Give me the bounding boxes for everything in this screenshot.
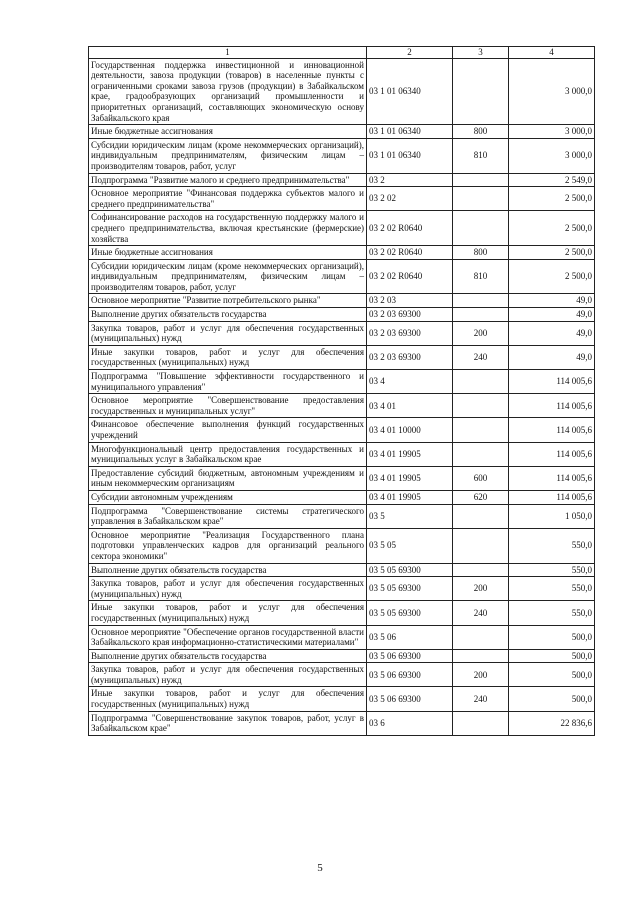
- row-expense-type-cell: 240: [453, 601, 509, 625]
- row-code-cell: 03 2: [367, 173, 453, 187]
- row-amount-cell: 3 000,0: [509, 125, 595, 139]
- row-name-cell: Подпрограмма "Совершенствование закупок товаров, работ, услуг в Забайкальском крае": [89, 711, 367, 735]
- row-expense-type-cell: 240: [453, 687, 509, 711]
- row-name-cell: Многофункциональный центр предоставления государственных и муниципальных услуг в Забайкальском крае: [89, 442, 367, 466]
- row-expense-type-cell: [453, 442, 509, 466]
- table-row: [89, 442, 595, 466]
- row-name-cell: Субсидии автономным учреждениям: [89, 490, 367, 504]
- row-amount-cell: 49,0: [509, 294, 595, 308]
- row-amount-cell: 550,0: [509, 601, 595, 625]
- row-amount-cell: 500,0: [509, 663, 595, 687]
- row-amount-cell: 3 000,0: [509, 58, 595, 125]
- row-amount-cell: 114 005,6: [509, 442, 595, 466]
- row-code-cell: 03 4 01 10000: [367, 418, 453, 442]
- table-row: [89, 345, 595, 369]
- row-name-cell: Основное мероприятие "Совершенствование предоставления государственных и муниципальных услуг": [89, 394, 367, 418]
- row-name-cell: Иные закупки товаров, работ и услуг для обеспечения государственных (муниципальных) нужд: [89, 601, 367, 625]
- row-expense-type-cell: 200: [453, 577, 509, 601]
- row-code-cell: 03 5 06 69300: [367, 649, 453, 663]
- row-code-cell: 03 4 01 19905: [367, 442, 453, 466]
- row-name-cell: Подпрограмма "Развитие малого и среднего предпринимательства": [89, 173, 367, 187]
- row-code-cell: 03 2 02 R0640: [367, 259, 453, 294]
- row-amount-cell: 2 500,0: [509, 246, 595, 260]
- row-name-cell: Закупка товаров, работ и услуг для обеспечения государственных (муниципальных) нужд: [89, 663, 367, 687]
- row-code-cell: 03 2 03 69300: [367, 321, 453, 345]
- row-code-cell: 03 1 01 06340: [367, 138, 453, 173]
- row-amount-cell: 550,0: [509, 528, 595, 563]
- row-name-cell: Выполнение других обязательств государства: [89, 649, 367, 663]
- row-code-cell: 03 5 06 69300: [367, 663, 453, 687]
- row-code-cell: 03 2 03 69300: [367, 308, 453, 322]
- row-code-cell: 03 5 06: [367, 625, 453, 649]
- row-expense-type-cell: 600: [453, 466, 509, 490]
- row-expense-type-cell: [453, 370, 509, 394]
- row-expense-type-cell: 810: [453, 138, 509, 173]
- table-row: [89, 259, 595, 294]
- row-code-cell: 03 2 03 69300: [367, 345, 453, 369]
- row-code-cell: 03 1 01 06340: [367, 125, 453, 139]
- row-amount-cell: 114 005,6: [509, 490, 595, 504]
- row-name-cell: Основное мероприятие "Развитие потребительского рынка": [89, 294, 367, 308]
- row-amount-cell: 114 005,6: [509, 418, 595, 442]
- table-row: [89, 173, 595, 187]
- row-amount-cell: 2 500,0: [509, 259, 595, 294]
- row-name-cell: Закупка товаров, работ и услуг для обеспечения государственных (муниципальных) нужд: [89, 321, 367, 345]
- row-amount-cell: 500,0: [509, 625, 595, 649]
- row-amount-cell: 114 005,6: [509, 466, 595, 490]
- row-name-cell: Выполнение других обязательств государства: [89, 563, 367, 577]
- row-expense-type-cell: [453, 625, 509, 649]
- row-amount-cell: 550,0: [509, 577, 595, 601]
- table-row: [89, 504, 595, 528]
- table-row: [89, 466, 595, 490]
- header-cell: 4: [509, 47, 595, 59]
- row-amount-cell: 2 500,0: [509, 187, 595, 211]
- table-row: [89, 601, 595, 625]
- row-expense-type-cell: [453, 58, 509, 125]
- row-amount-cell: 22 836,6: [509, 711, 595, 735]
- table-row: [89, 187, 595, 211]
- row-name-cell: Основное мероприятие "Реализация Государственного плана подготовки управленческих кадров для организаций реального сектора экономики": [89, 528, 367, 563]
- table-row: [89, 649, 595, 663]
- row-code-cell: 03 6: [367, 711, 453, 735]
- row-code-cell: 03 2 02 R0640: [367, 211, 453, 246]
- row-amount-cell: 500,0: [509, 649, 595, 663]
- row-name-cell: Основное мероприятие "Обеспечение органов государственной власти Забайкальского края информационно-статистическими материалами": [89, 625, 367, 649]
- row-code-cell: 03 5 05: [367, 528, 453, 563]
- row-amount-cell: 49,0: [509, 321, 595, 345]
- table-row: [89, 663, 595, 687]
- row-amount-cell: 114 005,6: [509, 394, 595, 418]
- row-expense-type-cell: [453, 294, 509, 308]
- table-row: [89, 370, 595, 394]
- table-row: [89, 528, 595, 563]
- row-expense-type-cell: [453, 211, 509, 246]
- budget-table: [88, 46, 595, 736]
- row-name-cell: Иные бюджетные ассигнования: [89, 125, 367, 139]
- table-row: [89, 711, 595, 735]
- table-row: [89, 211, 595, 246]
- row-code-cell: 03 4 01 19905: [367, 490, 453, 504]
- row-expense-type-cell: 620: [453, 490, 509, 504]
- table-row: [89, 58, 595, 125]
- row-amount-cell: 500,0: [509, 687, 595, 711]
- row-name-cell: Предоставление субсидий бюджетным, автономным учреждениям и иным некоммерческим организациям: [89, 466, 367, 490]
- row-expense-type-cell: 200: [453, 663, 509, 687]
- budget-table-page: [88, 46, 594, 736]
- table-row: [89, 418, 595, 442]
- table-row: [89, 246, 595, 260]
- row-name-cell: Государственная поддержка инвестиционной и инновационной деятельности, завоза продукции (товаров) в населенные пункты с ограниченными сроками завоза грузов (продукции) в Забайкальском крае, градообразующих организаций промышленности и приоритетных организаций, составляющих экономическую основу Забайкальского края: [89, 58, 367, 125]
- row-name-cell: Софинансирование расходов на государственную поддержку малого и среднего предпринимательства, включая крестьянские (фермерские) хозяйства: [89, 211, 367, 246]
- table-row: [89, 625, 595, 649]
- row-expense-type-cell: [453, 308, 509, 322]
- row-expense-type-cell: [453, 504, 509, 528]
- header-cell: 3: [453, 47, 509, 59]
- row-amount-cell: 2 500,0: [509, 211, 595, 246]
- row-name-cell: Субсидии юридическим лицам (кроме некоммерческих организаций), индивидуальным предпринимателям, физическим лицам – производителям товаров, работ, услуг: [89, 138, 367, 173]
- row-expense-type-cell: 800: [453, 125, 509, 139]
- row-expense-type-cell: 240: [453, 345, 509, 369]
- row-amount-cell: 1 050,0: [509, 504, 595, 528]
- row-name-cell: Подпрограмма "Совершенствование системы стратегического управления в Забайкальском крае": [89, 504, 367, 528]
- table-row: [89, 125, 595, 139]
- table-row: [89, 308, 595, 322]
- row-expense-type-cell: [453, 394, 509, 418]
- header-cell: 2: [367, 47, 453, 59]
- table-row: [89, 687, 595, 711]
- table-row: [89, 294, 595, 308]
- row-amount-cell: 550,0: [509, 563, 595, 577]
- row-code-cell: 03 1 01 06340: [367, 58, 453, 125]
- row-amount-cell: 3 000,0: [509, 138, 595, 173]
- row-expense-type-cell: [453, 187, 509, 211]
- row-code-cell: 03 5 05 69300: [367, 563, 453, 577]
- row-name-cell: Основное мероприятие "Финансовая поддержка субъектов малого и среднего предпринимательства": [89, 187, 367, 211]
- row-expense-type-cell: [453, 649, 509, 663]
- row-code-cell: 03 2 02: [367, 187, 453, 211]
- row-name-cell: Иные закупки товаров, работ и услуг для обеспечения государственных (муниципальных) нужд: [89, 687, 367, 711]
- row-code-cell: 03 2 03: [367, 294, 453, 308]
- table-row: [89, 563, 595, 577]
- row-amount-cell: 49,0: [509, 345, 595, 369]
- row-expense-type-cell: 810: [453, 259, 509, 294]
- row-amount-cell: 2 549,0: [509, 173, 595, 187]
- table-row: [89, 490, 595, 504]
- row-expense-type-cell: [453, 711, 509, 735]
- table-row: [89, 394, 595, 418]
- row-code-cell: 03 4 01 19905: [367, 466, 453, 490]
- row-name-cell: Закупка товаров, работ и услуг для обеспечения государственных (муниципальных) нужд: [89, 577, 367, 601]
- row-name-cell: Иные закупки товаров, работ и услуг для обеспечения государственных (муниципальных) нужд: [89, 345, 367, 369]
- row-code-cell: 03 2 02 R0640: [367, 246, 453, 260]
- row-expense-type-cell: 800: [453, 246, 509, 260]
- row-code-cell: 03 5 05 69300: [367, 577, 453, 601]
- row-expense-type-cell: [453, 418, 509, 442]
- row-name-cell: Иные бюджетные ассигнования: [89, 246, 367, 260]
- row-expense-type-cell: [453, 528, 509, 563]
- row-name-cell: Субсидии юридическим лицам (кроме некоммерческих организаций), индивидуальным предпринимателям, физическим лицам – производителям товаров, работ, услуг: [89, 259, 367, 294]
- table-header-row: [89, 47, 595, 59]
- row-code-cell: 03 5 05 69300: [367, 601, 453, 625]
- row-code-cell: 03 4: [367, 370, 453, 394]
- row-code-cell: 03 5 06 69300: [367, 687, 453, 711]
- row-name-cell: Подпрограмма "Повышение эффективности государственного и муниципального управления": [89, 370, 367, 394]
- page-number: 5: [317, 862, 323, 874]
- row-code-cell: 03 4 01: [367, 394, 453, 418]
- row-expense-type-cell: [453, 173, 509, 187]
- header-cell: 1: [89, 47, 367, 59]
- row-code-cell: 03 5: [367, 504, 453, 528]
- row-name-cell: Выполнение других обязательств государства: [89, 308, 367, 322]
- row-amount-cell: 114 005,6: [509, 370, 595, 394]
- row-amount-cell: 49,0: [509, 308, 595, 322]
- table-row: [89, 577, 595, 601]
- table-row: [89, 321, 595, 345]
- row-expense-type-cell: 200: [453, 321, 509, 345]
- table-row: [89, 138, 595, 173]
- row-expense-type-cell: [453, 563, 509, 577]
- row-name-cell: Финансовое обеспечение выполнения функций государственных учреждений: [89, 418, 367, 442]
